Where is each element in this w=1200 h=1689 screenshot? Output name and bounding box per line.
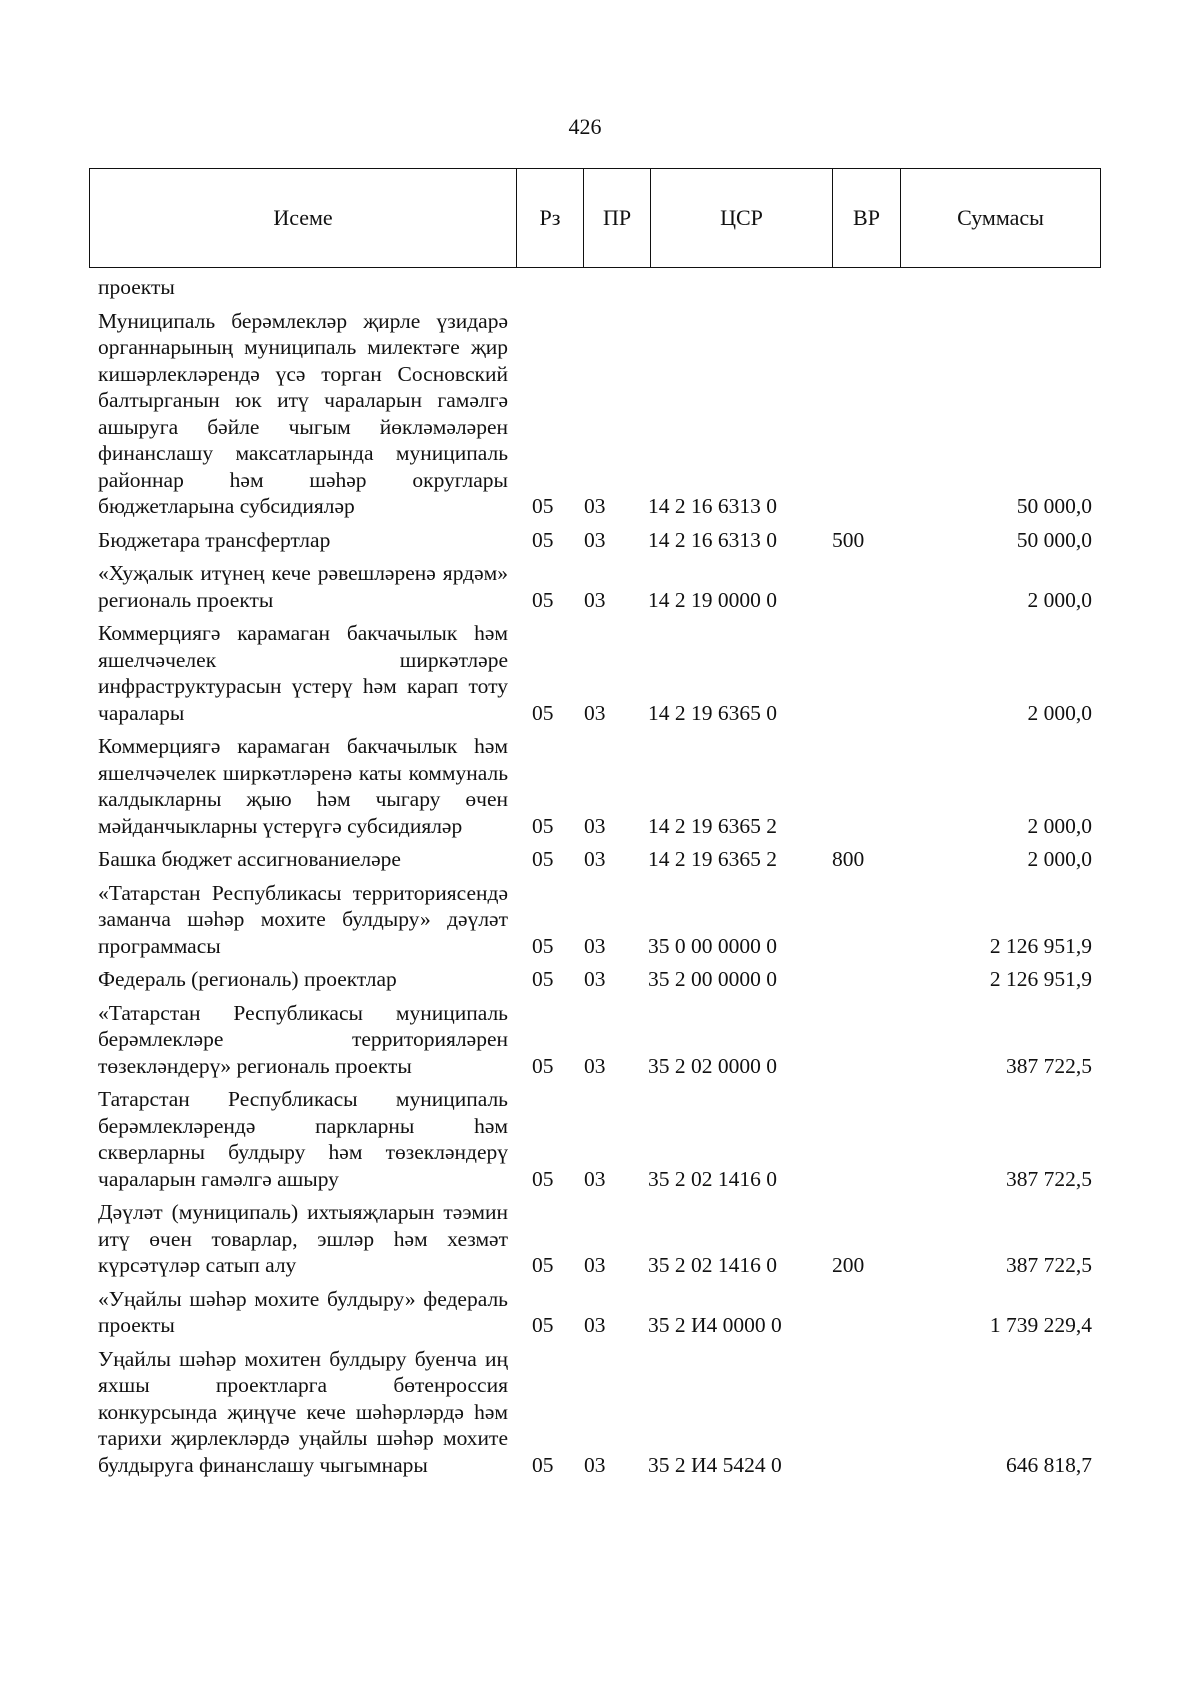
row-sum: 50 000,0	[1016, 494, 1092, 518]
row-pr: 03	[584, 494, 606, 518]
table-row	[98, 846, 1098, 873]
table-row	[98, 966, 1098, 993]
row-name: «Уңайлы шәһәр мохите булдыру» федераль проекты	[98, 1286, 508, 1337]
row-rz: 05	[532, 527, 554, 552]
row-csr: 14 2 19 6365 0	[648, 700, 777, 725]
header-rz: Рз	[517, 169, 584, 267]
table-row	[98, 308, 1098, 520]
row-csr: 35 2 И4 0000 0	[648, 1313, 782, 1337]
table-row	[98, 1000, 1098, 1080]
table-row	[98, 527, 1098, 554]
table-row	[98, 1199, 1098, 1279]
row-pr: 03	[584, 933, 606, 958]
row-rz: 05	[532, 1053, 554, 1078]
table-row	[98, 1286, 1098, 1339]
table-header	[89, 168, 1101, 268]
row-csr: 14 2 16 6313 0	[648, 494, 777, 518]
row-name: Башка бюджет ассигнованиеләре	[98, 847, 401, 871]
row-sum: 2 126 951,9	[989, 933, 1092, 958]
row-csr: 14 2 19 0000 0	[648, 587, 777, 612]
row-vr: 500	[832, 527, 865, 552]
row-pr: 03	[584, 527, 606, 552]
row-sum: 387 722,5	[1006, 1253, 1092, 1277]
row-pr: 03	[584, 1166, 606, 1191]
row-rz: 05	[532, 933, 554, 958]
header-pr: ПР	[584, 169, 651, 267]
row-csr: 35 2 02 0000 0	[648, 1053, 777, 1078]
row-csr: 35 2 02 1416 0	[648, 1166, 777, 1191]
row-vr: 800	[832, 847, 865, 871]
row-name: Муниципаль берәмлекләр җирле үзидарә органнарының муниципаль милектәге җир кишәрлекләрендә үсә торган Сосновский балтырганын юк итү чараларын гамәлгә ашыруга бәйле чыгым йөкләмәләрен финанслашу максатларында муниципаль районнар һәм шәһәр округлары бюджетларына субсидияләр	[98, 308, 508, 518]
row-name: «Татарстан Республикасы территориясендә заманча шәһәр мохите булдыру» дәүләт программасы	[98, 880, 508, 958]
table-row	[98, 560, 1098, 613]
row-pr: 03	[584, 1253, 606, 1277]
row-rz: 05	[532, 1452, 554, 1477]
row-pr: 03	[584, 1053, 606, 1078]
row-name: «Татарстан Республикасы муниципаль берәмлекләре территорияләрен төзекләндерү» региональ проекты	[98, 1000, 508, 1078]
page-number: 426	[568, 114, 602, 139]
row-name: Татарстан Республикасы муниципаль берәмлекләрендә паркларны һәм скверларны булдыру һәм төзекләндерү чараларын гамәлгә ашыру	[98, 1087, 508, 1191]
row-sum: 2 000,0	[1027, 587, 1092, 612]
row-name: Дәүләт (муниципаль) ихтыяҗларын тәэмин итү өчен товарлар, эшләр һәм хезмәт күрсәтүләр сатып алу	[98, 1200, 508, 1277]
row-csr: 14 2 19 6365 2	[648, 847, 777, 871]
table-row	[98, 1346, 1098, 1479]
row-name: Коммерциягә карамаган бакчачылык һәм яшелчәчелек ширкәтләре инфраструктурасын үстерү һәм карап тоту чаралары	[98, 621, 508, 725]
row-vr: 200	[832, 1253, 865, 1277]
row-csr: 35 0 00 0000 0	[648, 933, 777, 958]
row-sum: 387 722,5	[1006, 1053, 1092, 1078]
row-csr: 14 2 19 6365 2	[648, 813, 777, 838]
row-csr: 35 2 02 1416 0	[648, 1253, 777, 1277]
row-pr: 03	[584, 1452, 606, 1477]
table-row	[98, 274, 1098, 301]
row-sum: 646 818,7	[1006, 1452, 1092, 1477]
row-pr: 03	[584, 813, 606, 838]
row-pr: 03	[584, 847, 606, 871]
row-pr: 03	[584, 700, 606, 725]
table-body	[98, 274, 1098, 1485]
header-csr: ЦСР	[651, 169, 833, 267]
row-name: Уңайлы шәһәр мохитен булдыру буенча иң яхшы проектларга бөтенроссия конкурсында җиңүче кече шәһәрләрдә һәм тарихи җирлекләрдә уңайлы шәһәр мохите булдыруга финанслашу чыгымнары	[98, 1346, 508, 1477]
row-pr: 03	[584, 587, 606, 612]
row-name: «Хуҗалык итүнең кече рәвешләренә ярдәм» региональ проекты	[98, 561, 508, 612]
row-sum: 1 739 229,4	[989, 1313, 1092, 1337]
row-name: Бюджетара трансфертлар	[98, 527, 331, 552]
row-rz: 05	[532, 1313, 554, 1337]
table-row	[98, 620, 1098, 726]
row-csr: 35 2 00 0000 0	[648, 967, 777, 991]
row-rz: 05	[532, 494, 554, 518]
row-sum: 50 000,0	[1016, 527, 1092, 552]
row-sum: 2 000,0	[1027, 847, 1092, 871]
table-row	[98, 733, 1098, 839]
table-row	[98, 880, 1098, 960]
table-row	[98, 1086, 1098, 1192]
header-vr: ВР	[833, 169, 901, 267]
row-pr: 03	[584, 1313, 606, 1337]
row-rz: 05	[532, 813, 554, 838]
row-csr: 35 2 И4 5424 0	[648, 1452, 782, 1477]
header-sum: Суммасы	[957, 205, 1044, 230]
row-sum: 2 000,0	[1027, 700, 1092, 725]
row-csr: 14 2 16 6313 0	[648, 527, 777, 552]
row-sum: 387 722,5	[1006, 1166, 1092, 1191]
row-sum: 2 000,0	[1027, 813, 1092, 838]
row-sum: 2 126 951,9	[989, 967, 1092, 991]
row-rz: 05	[532, 700, 554, 725]
row-rz: 05	[532, 1166, 554, 1191]
row-pr: 03	[584, 967, 606, 991]
row-rz: 05	[532, 587, 554, 612]
row-name: Федераль (региональ) проектлар	[98, 967, 397, 991]
row-rz: 05	[532, 1253, 554, 1277]
row-name: Коммерциягә карамаган бакчачылык һәм яшелчәчелек ширкәтләренә каты коммуналь калдыкларны җыю һәм чыгару өчен мәйданчыкларны үстерүгә субсидияләр	[98, 734, 508, 838]
row-name: проекты	[98, 275, 175, 299]
row-rz: 05	[532, 847, 554, 871]
header-name: Исеме	[90, 169, 517, 267]
row-rz: 05	[532, 967, 554, 991]
